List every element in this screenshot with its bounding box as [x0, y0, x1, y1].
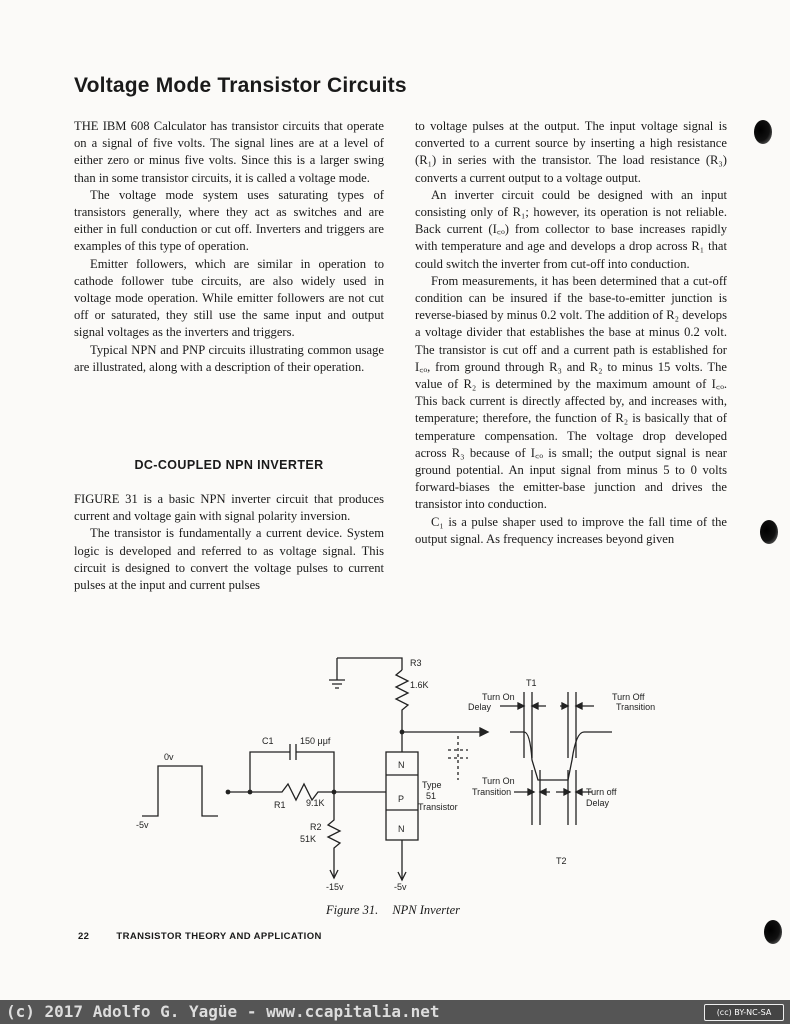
page-footer: [78, 931, 322, 942]
figure-caption: [326, 903, 460, 918]
r1-value: 9.1K: [306, 798, 325, 808]
type-number: 51: [426, 791, 437, 801]
r3-label: R3: [410, 658, 422, 668]
page-number: 22: [78, 931, 90, 942]
t2-label: T2: [556, 856, 567, 866]
left-column: [74, 118, 384, 376]
turn-off-delay-line2: Delay: [586, 798, 610, 808]
paragraph: Emitter followers, which are similar in operation to cathode follower tube circuits, are also widely used in voltage mode operation. While emitter followers are not cut off or saturated, they still use the same input and output signal voltages as the inverters and triggers.: [74, 256, 384, 340]
r3-value: 1.6K: [410, 680, 429, 690]
binder-hole-icon: [754, 120, 772, 144]
transistor-label: Transistor: [418, 802, 458, 812]
section-column: [74, 491, 384, 594]
binder-hole-icon: [764, 920, 782, 944]
paragraph: The voltage mode system uses saturating types of transistors generally, where they act as switches and are either in full conduction or cut off. Inverters and triggers are examples of this type of operation.: [74, 187, 384, 254]
t1-label: T1: [526, 678, 537, 688]
r2-label: R2: [310, 822, 322, 832]
turn-on-transition-line1: Turn On: [482, 776, 515, 786]
turn-on-transition-line2: Transition: [472, 787, 512, 797]
input-high-label: 0v: [164, 752, 174, 762]
turn-off-delay-line1: Turn off: [586, 787, 617, 797]
paragraph: C₁ is a pulse shaper used to improve the fall time of the output signal. As frequency increases beyond given: [415, 514, 727, 546]
book-title: TRANSISTOR THEORY AND APPLICATION: [116, 931, 322, 942]
cc-license-badge[interactable]: (cc) BY-NC-SA: [704, 1004, 784, 1021]
r1-label: R1: [274, 800, 286, 810]
turn-on-delay-line2: Delay: [468, 702, 492, 712]
license-label: BY-NC-SA: [734, 1008, 772, 1017]
paragraph: The transistor is fundamentally a current device. System logic is developed and referred to as voltage signal. This circuit is designed to convert the voltage pulses to current pulses at the input and current pulses: [74, 526, 384, 593]
paragraph: Typical NPN and PNP circuits illustrating common usage are illustrated, along with a description of their operation.: [74, 342, 384, 374]
turn-off-transition-line2: Transition: [616, 702, 656, 712]
caption-number: Figure 31.: [326, 903, 379, 917]
minus-5v-label: -5v: [394, 882, 407, 892]
binder-hole-icon: [760, 520, 778, 544]
type-label: Type: [422, 780, 442, 790]
c1-label: C1: [262, 736, 274, 746]
minus-15v-label: -15v: [326, 882, 344, 892]
paragraph: THE IBM 608 Calculator has transistor circuits that operate on a signal of five volts. The signal lines are at a level of either zero or minus five volts. Since this is a larger swing than in some transistor circuits, it is called a voltage mode.: [74, 119, 384, 185]
paragraph: An inverter circuit could be designed with an input consisting only of R₁; however, its operation is not reliable. Back current (I꜀ₒ) from collector to base increases rapidly with temperature and age and develops a drop across R₁ that could switch the inverter from cut-off into conduction.: [415, 187, 727, 271]
paragraph: From measurements, it has been determined that a cut-off condition can be insured if the base-to-emitter junction is reverse-biased by minus 0.2 volt. The addition of R₂ develops a voltage divider that establishes the base at minus 0.2 volt. The transistor is cut off and a current path is established for I꜀ₒ, from ground through R₃ and R₂ to minus 15 volts. The value of R₂ is determined by the maximum amount of I꜀ₒ. This back current is directly affected by, and increases with, temperature; therefore, the function of R₂ is basically that of temperature compensation. The voltage drop developed across R₃ because of I꜀ₒ is small; the output signal is near ground potential. An input signal from minus 5 to 0 volts forward-biases the emitter-base junction and drives the transistor into conduction.: [415, 273, 727, 512]
p-mid-label: P: [398, 794, 405, 804]
n-top-label: N: [398, 760, 405, 770]
paragraph: to voltage pulses at the output. The input voltage signal is converted to a current source by inserting a high resistance (R₁) in series with the transistor. The load resistance (R₃) converts a current output to a voltage output.: [415, 119, 727, 185]
npn-inverter-schematic: [0, 640, 790, 910]
paragraph: FIGURE 31 is a basic NPN inverter circuit that produces current and voltage gain with signal polarity inversion.: [74, 492, 384, 524]
watermark-text: (c) 2017 Adolfo G. Yagüe - www.ccapitalia.net: [6, 1002, 440, 1021]
watermark-bar: [0, 1000, 790, 1024]
input-low-label: -5v: [136, 820, 149, 830]
right-column: [415, 118, 727, 548]
turn-on-delay-line1: Turn On: [482, 692, 515, 702]
r2-value: 51K: [300, 834, 317, 844]
page-title: Voltage Mode Transistor Circuits: [74, 74, 407, 97]
c1-value: 150 μμf: [300, 736, 331, 746]
turn-off-transition-line1: Turn Off: [612, 692, 645, 702]
section-heading: DC-COUPLED NPN INVERTER: [134, 458, 324, 472]
n-bottom-label: N: [398, 824, 405, 834]
caption-title: NPN Inverter: [392, 903, 461, 917]
